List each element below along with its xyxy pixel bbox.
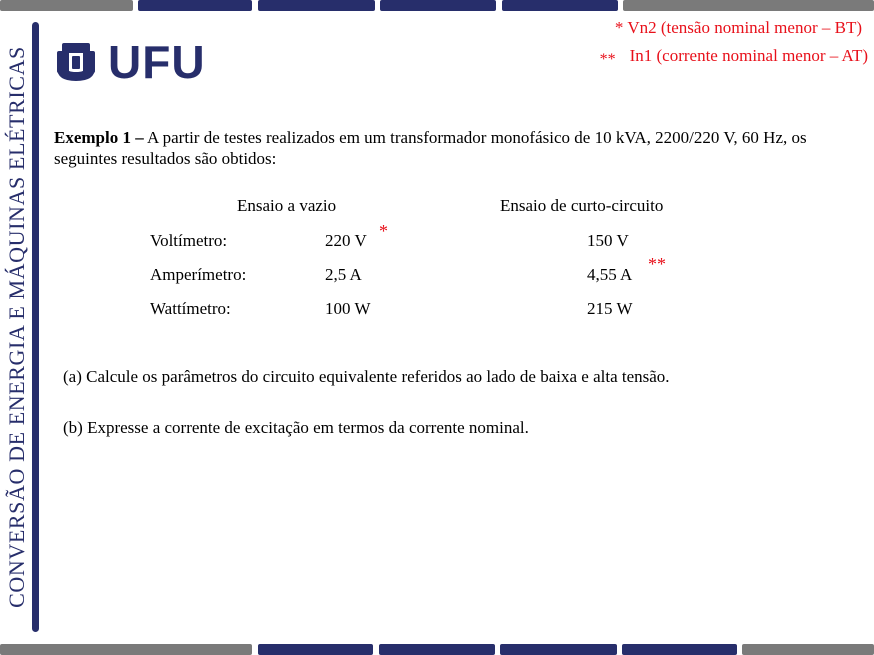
ufu-logo <box>54 36 206 88</box>
bottom-bar-segment <box>258 644 373 655</box>
double-asterisk-mark: ** <box>648 254 666 274</box>
open-current: 2,5 A <box>325 265 362 284</box>
bottom-bar-segment <box>0 644 252 655</box>
example-statement <box>54 127 854 169</box>
row-label-ammeter: Amperímetro: <box>150 265 247 284</box>
logo-text: UFU <box>108 36 206 88</box>
bottom-bar-segment <box>500 644 617 655</box>
open-circuit-header: Ensaio a vazio <box>237 196 337 215</box>
question-b: (b) Expresse a corrente de excitação em termos da corrente nominal. <box>63 418 529 437</box>
top-bar-segment <box>380 0 496 11</box>
example-text: A partir de testes realizados em um transformador monofásico de 10 kVA, 2200/220 V, 60 Hz, os seguintes resultados são obtidos: <box>54 128 807 168</box>
short-voltage: 150 V <box>587 231 629 250</box>
row-label-voltmeter: Voltímetro: <box>150 231 228 250</box>
side-rule <box>32 22 39 632</box>
note-in1 <box>600 46 868 66</box>
row-label-wattmeter: Wattímetro: <box>150 299 231 318</box>
note-vn2: * Vn2 (tensão nominal menor – BT) <box>614 18 862 37</box>
ufu-emblem-icon <box>54 40 98 84</box>
short-circuit-header: Ensaio de curto-circuito <box>500 196 664 215</box>
asterisk-mark: * <box>379 221 388 241</box>
top-bar-segment <box>258 0 375 11</box>
short-current: 4,55 A <box>587 265 633 284</box>
bottom-bar-segment <box>379 644 495 655</box>
short-power: 215 W <box>587 299 633 318</box>
top-bar-segment <box>138 0 252 11</box>
example-label: Exemplo 1 – <box>54 128 144 147</box>
question-a: (a) Calcule os parâmetros do circuito equivalente referidos ao lado de baixa e alta tensão. <box>63 367 670 386</box>
course-title: CONVERSÃO DE ENERGIA E MÁQUINAS ELÉTRICAS <box>4 46 29 608</box>
open-voltage: 220 V <box>325 231 367 250</box>
bottom-bar-segment <box>622 644 737 655</box>
top-bar-segment <box>502 0 618 11</box>
bottom-bar-segment <box>742 644 874 655</box>
note-in1-text: In1 (corrente nominal menor – AT) <box>629 46 868 65</box>
note-double-asterisk: ** <box>599 51 616 68</box>
open-power: 100 W <box>325 299 371 318</box>
top-bar-segment <box>0 0 133 11</box>
top-bar-segment <box>623 0 874 11</box>
